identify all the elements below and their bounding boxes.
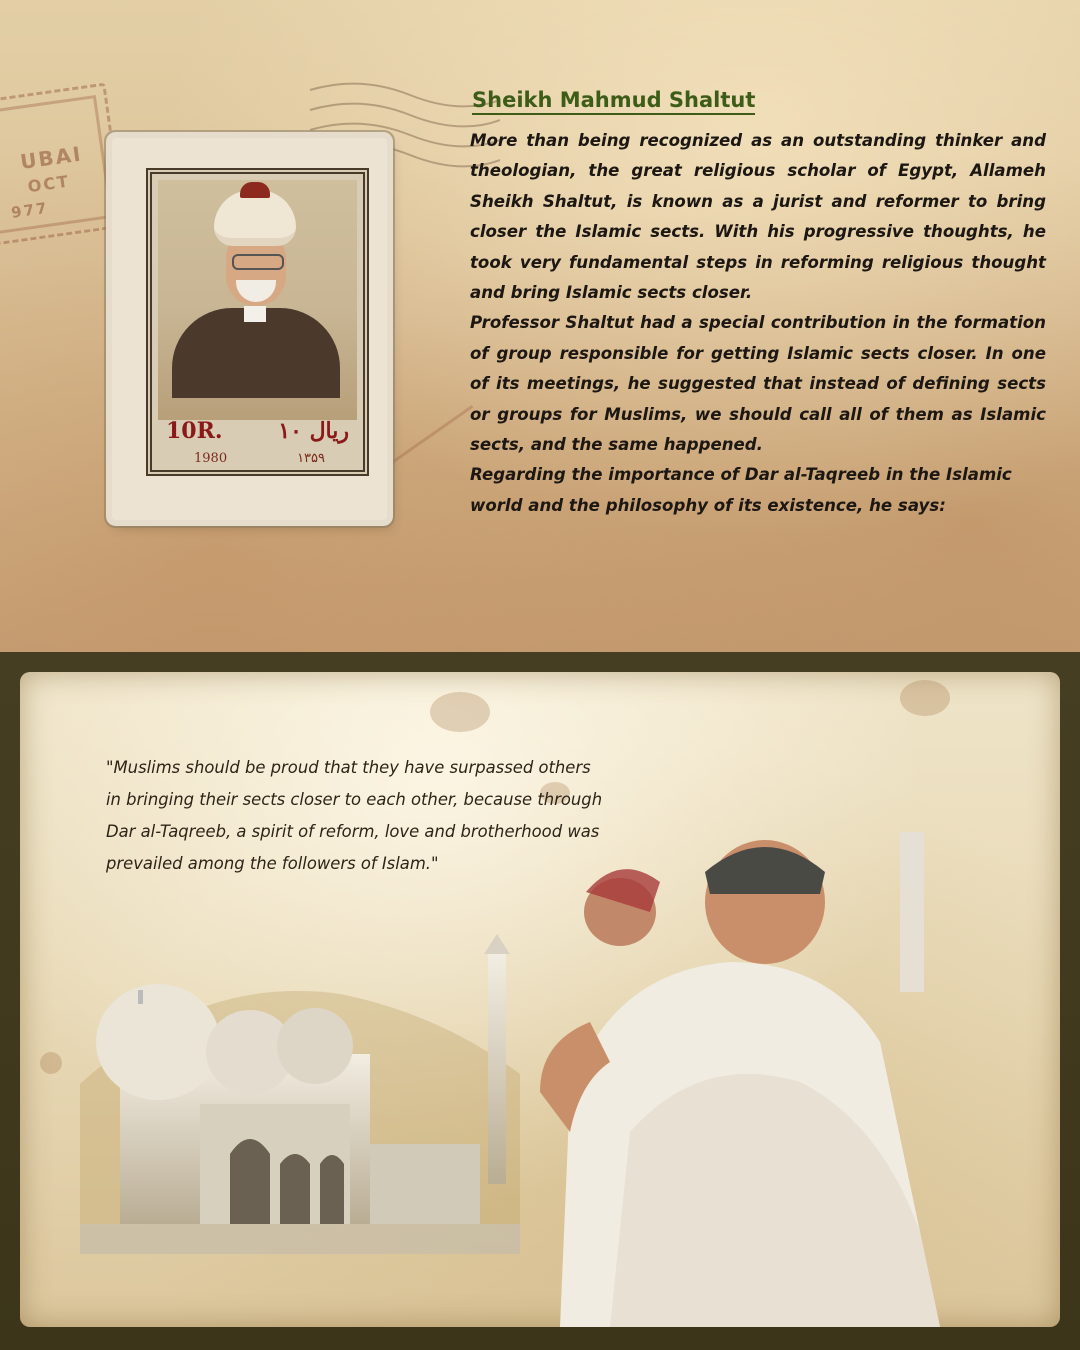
stamp-value: 10R. bbox=[166, 418, 223, 444]
quote-line: "Muslims should be proud that they have surpassed others bbox=[106, 758, 591, 777]
quote-line: in bringing their sects closer to each other, because through bbox=[106, 790, 603, 809]
vintage-postcard bbox=[20, 672, 1060, 1327]
postmark-year: 977 bbox=[10, 198, 50, 222]
article-paragraph: Regarding the importance of Dar al-Taqreeb in the Islamic world and the philosophy of its existence, he says: bbox=[470, 465, 1012, 515]
postmark-month: OCT bbox=[26, 171, 72, 197]
stamp-year: 1980 bbox=[194, 451, 228, 466]
quote-panel bbox=[0, 652, 1080, 1350]
article-paragraph: More than being recognized as an outstanding thinker and theologian, the great religious scholar of Egypt, Allameh Sheikh Shaltut, is known as a jurist and reformer to bring closer the Islamic sects. With his progressive thoughts, he took very fundamental steps in reforming religious thought and bring Islamic sects closer. bbox=[470, 131, 1046, 303]
stamp-frame bbox=[146, 168, 369, 476]
sheikh-portrait bbox=[158, 180, 357, 420]
quote-line: prevailed among the followers of Islam." bbox=[106, 854, 439, 873]
mosque-illustration bbox=[80, 934, 520, 1254]
article-panel bbox=[0, 0, 1080, 652]
postmark-city: UBAI bbox=[18, 141, 84, 175]
embrace-illustration bbox=[500, 832, 1020, 1327]
stamp-year-arabic: ۱۳۵۹ bbox=[297, 451, 325, 466]
stamp-value-arabic: ۱۰ ریال bbox=[278, 418, 349, 444]
article-title: Sheikh Mahmud Shaltut bbox=[472, 88, 755, 115]
quote-line: Dar al-Taqreeb, a spirit of reform, love and brotherhood was bbox=[106, 822, 600, 841]
article-paragraph: Professor Shaltut had a special contribution in the formation of group responsible for getting Islamic sects closer. In one of its meetings, he suggested that instead of defining sects or groups for Muslims, we should call all of them as Islamic sects, and the same happened. bbox=[470, 313, 1046, 455]
article-body bbox=[470, 126, 1046, 521]
postmark bbox=[0, 83, 125, 248]
postage-stamp bbox=[112, 138, 387, 520]
